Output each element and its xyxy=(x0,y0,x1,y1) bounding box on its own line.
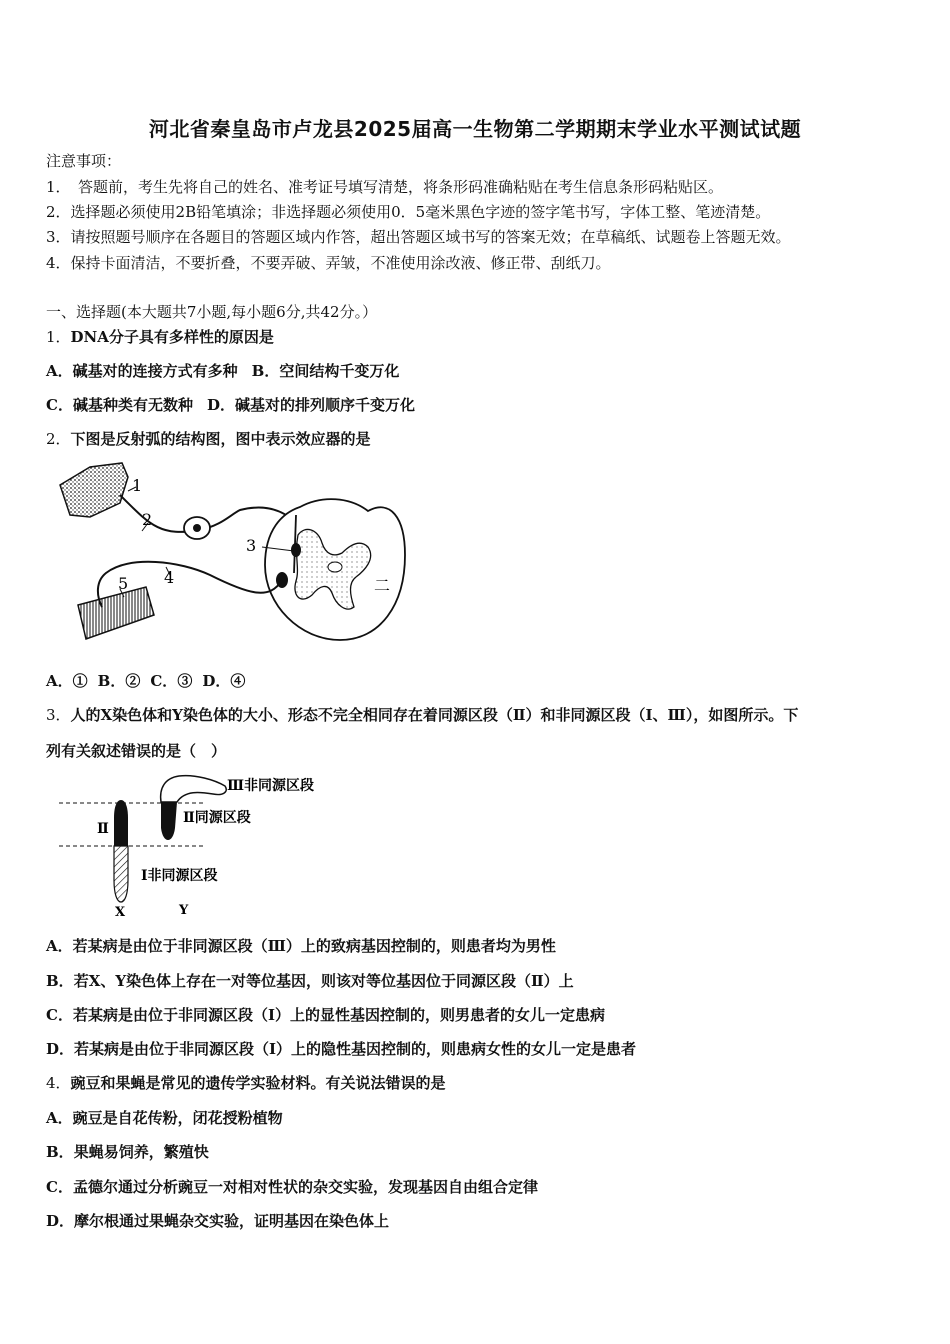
label-ii-homologous: Ⅱ同源区段 xyxy=(183,810,251,826)
question-text: DNA分子具有多样性的原因是 xyxy=(70,328,274,346)
xy-chromosome-figure xyxy=(55,770,355,920)
option-a-label: A． xyxy=(46,362,73,380)
notice-item: 1． 答题前，考生先将自己的姓名、准考证号填写清楚，将条形码准确粘贴在考生信息条形码粘贴区。 xyxy=(46,178,724,196)
option-a-text: 豌豆是自花传粉，闭花授粉植物 xyxy=(72,1109,283,1127)
option-a-label: A． xyxy=(46,672,73,690)
option-c-label: C． xyxy=(150,672,178,690)
option-d-text: 若某病是由位于非同源区段（Ⅰ）上的隐性基因控制的，则患病女性的女儿一定是患者 xyxy=(74,1040,637,1058)
option-c-label: C． xyxy=(46,1006,73,1024)
question-number: 1． xyxy=(46,328,71,346)
notice-heading: 注意事项： xyxy=(46,152,122,170)
question-1-stem xyxy=(46,327,274,347)
option-d-label: D． xyxy=(46,1040,75,1058)
label-iii-nonhomologous: Ⅲ非同源区段 xyxy=(227,778,315,794)
option-b-text: 若X、Y染色体上存在一对等位基因，则该对等位基因位于同源区段（Ⅱ）上 xyxy=(73,972,574,990)
figure-label-2: 2 xyxy=(142,510,153,529)
question-4-stem xyxy=(46,1073,446,1093)
option-a-text: ① xyxy=(72,672,88,690)
label-ii-left: Ⅱ xyxy=(97,821,109,837)
question-number: 4． xyxy=(46,1074,71,1092)
question-3-stem xyxy=(46,705,798,725)
option-b-label: B． xyxy=(97,672,126,690)
figure-label-5: 5 xyxy=(118,574,129,593)
notice-item: 2．选择题必须使用2B铅笔填涂；非选择题必须使用0．5毫米黑色字迹的签字笔书写，字体工整、笔迹清楚。 xyxy=(46,203,771,221)
question-number: 3． xyxy=(46,706,71,724)
x-chromosome-homologous xyxy=(114,800,128,846)
notice-item: 3．请按照题号顺序在各题目的答题区域内作答，超出答题区域书写的答案无效；在草稿纸、试题卷上答题无效。 xyxy=(46,228,791,246)
option-a-text: 碱基对的连接方式有多种 xyxy=(72,362,238,380)
figure-label-1: 1 xyxy=(132,476,143,495)
question-3-option-c xyxy=(46,1005,605,1025)
question-2-stem xyxy=(46,429,371,449)
label-y: Y xyxy=(179,903,189,918)
question-1-options-ab xyxy=(46,361,399,381)
question-text: 豌豆和果蝇是常见的遗传学实验材料。有关说法错误的是 xyxy=(70,1074,446,1092)
option-d-label: D． xyxy=(206,396,235,414)
x-chromosome-nonhomologous xyxy=(114,846,128,902)
figure-label-4: 4 xyxy=(164,568,175,587)
figure-label-3: 3 xyxy=(246,536,257,555)
y-chromosome-homologous xyxy=(161,802,177,840)
option-b-label: B． xyxy=(46,1143,74,1161)
figure-label-er: 二 xyxy=(374,576,391,595)
option-d-text: ④ xyxy=(230,672,246,690)
question-text: 人的X染色体和Y染色体的大小、形态不完全相同存在着同源区段（Ⅱ）和非同源区段（Ⅰ、Ⅲ），如图所示。下 xyxy=(70,706,799,724)
question-number: 2． xyxy=(46,430,71,448)
option-c-text: 碱基种类有无数种 xyxy=(72,396,193,414)
question-3-option-a xyxy=(46,936,556,956)
option-d-label: D． xyxy=(46,1212,75,1230)
question-2-options xyxy=(46,671,245,691)
question-4-option-c xyxy=(46,1177,538,1197)
question-3-stem-cont: 列有关叙述错误的是（ ） xyxy=(46,742,227,760)
option-b-text: ② xyxy=(125,672,141,690)
option-d-text: 碱基对的排列顺序千变万化 xyxy=(234,396,415,414)
y-chromosome-nonhomologous xyxy=(161,776,227,802)
option-d-text: 摩尔根通过果蝇杂交实验，证明基因在染色体上 xyxy=(74,1212,390,1230)
option-d-label: D． xyxy=(202,672,231,690)
effector-muscle-shape xyxy=(78,587,154,639)
question-1-options-cd xyxy=(46,395,415,415)
question-text: 下图是反射弧的结构图，图中表示效应器的是 xyxy=(70,430,371,448)
option-c-label: C． xyxy=(46,1178,73,1196)
question-3-option-d xyxy=(46,1039,636,1059)
option-a-label: A． xyxy=(46,1109,73,1127)
option-c-text: 若某病是由位于非同源区段（Ⅰ）上的显性基因控制的，则男患者的女儿一定患病 xyxy=(72,1006,605,1024)
interneuron-body xyxy=(291,543,301,557)
question-4-option-b xyxy=(46,1142,209,1162)
option-a-label: A． xyxy=(46,937,73,955)
reflex-arc-figure xyxy=(50,455,420,655)
option-b-label: B． xyxy=(46,972,74,990)
option-c-label: C． xyxy=(46,396,73,414)
question-4-option-a xyxy=(46,1108,283,1128)
question-3-option-b xyxy=(46,971,574,991)
option-a-text: 若某病是由位于非同源区段（Ⅲ）上的致病基因控制的，则患者均为男性 xyxy=(72,937,556,955)
question-4-option-d xyxy=(46,1211,389,1231)
option-c-text: ③ xyxy=(177,672,193,690)
option-b-text: 空间结构千变万化 xyxy=(279,362,400,380)
notice-item: 4．保持卡面清洁，不要折叠，不要弄破、弄皱，不准使用涂改液、修正带、刮纸刀。 xyxy=(46,254,611,272)
option-c-text: 孟德尔通过分析豌豆一对相对性状的杂交实验，发现基因自由组合定律 xyxy=(72,1178,538,1196)
option-b-text: 果蝇易饲养，繁殖快 xyxy=(73,1143,209,1161)
label-x: X xyxy=(115,905,126,920)
option-b-label: B． xyxy=(251,362,280,380)
page-title: 河北省秦皇岛市卢龙县2025届高一生物第二学期期末学业水平测试试题 xyxy=(148,117,802,141)
section-heading: 一、选择题(本大题共7小题,每小题6分,共42分。） xyxy=(46,303,378,321)
label-i-nonhomologous: Ⅰ非同源区段 xyxy=(141,868,218,884)
receptor-skin-shape xyxy=(60,463,128,517)
